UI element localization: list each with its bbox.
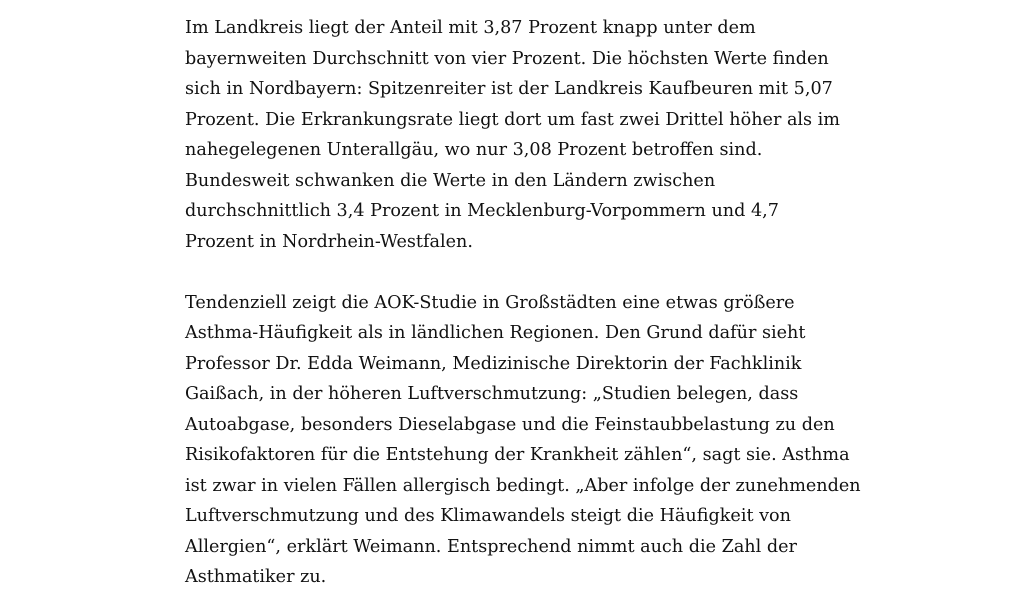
text-line: Im Landkreis liegt der Anteil mit 3,87 Prozent knapp unter dem	[185, 18, 756, 38]
text-line: ist zwar in vielen Fällen allergisch bedingt. „Aber infolge der zunehmenden	[185, 475, 861, 496]
text-line: Professor Dr. Edda Weimann, Medizinische Direktorin der Fachklinik	[185, 353, 802, 374]
text-line: Asthmatiker zu.	[185, 567, 327, 587]
text-line: Gaißach, in der höheren Luftverschmutzung: „Studien belegen, dass	[185, 384, 799, 404]
article-body	[185, 13, 865, 593]
paragraph-urban-air-pollution	[185, 288, 865, 593]
text-line: Tendenziell zeigt die AOK-Studie in Großstädten eine etwas größere	[185, 292, 795, 313]
paragraph-regional-comparison	[185, 13, 865, 257]
text-line: Luftverschmutzung und des Klimawandels steigt die Häufigkeit von	[185, 506, 791, 526]
text-line: nahegelegenen Unterallgäu, wo nur 3,08 Prozent betroffen sind.	[185, 140, 763, 160]
text-line: Prozent in Nordrhein-Westfalen.	[185, 231, 473, 252]
text-line: Autoabgase, besonders Dieselabgase und die Feinstaubbelastung zu den	[185, 414, 835, 435]
text-line: durchschnittlich 3,4 Prozent in Mecklenburg-Vorpommern und 4,7	[185, 201, 779, 221]
text-line: Bundesweit schwanken die Werte in den Ländern zwischen	[185, 170, 716, 191]
text-line: Allergien“, erklärt Weimann. Entsprechend nimmt auch die Zahl der	[185, 536, 797, 557]
text-line: Asthma-Häufigkeit als in ländlichen Regionen. Den Grund dafür sieht	[185, 323, 806, 343]
text-line: Prozent. Die Erkrankungsrate liegt dort um fast zwei Drittel höher als im	[185, 109, 840, 130]
text-line: Risikofaktoren für die Entstehung der Krankheit zählen“, sagt sie. Asthma	[185, 445, 850, 465]
text-line: bayernweiten Durchschnitt von vier Prozent. Die höchsten Werte finden	[185, 48, 829, 69]
text-line: sich in Nordbayern: Spitzenreiter ist der Landkreis Kaufbeuren mit 5,07	[185, 79, 833, 99]
